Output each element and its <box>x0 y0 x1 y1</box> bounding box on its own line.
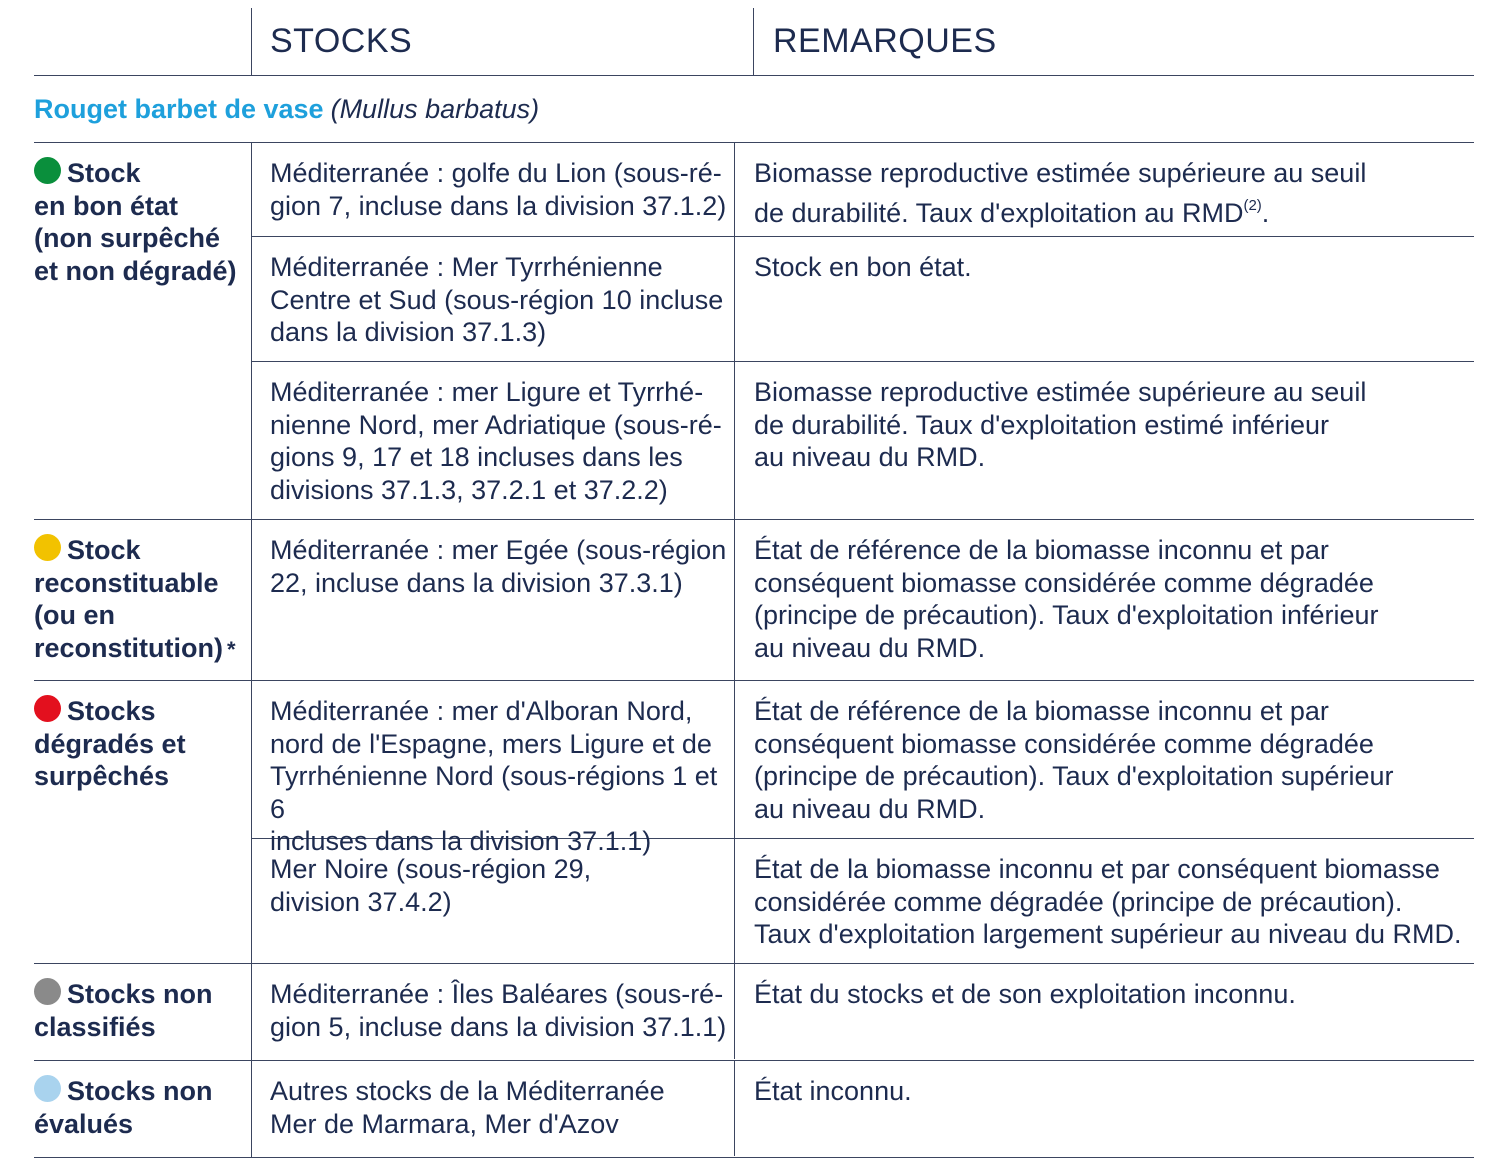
header-stocks: STOCKS <box>270 22 413 60</box>
species-common-name: Rouget barbet de vase <box>34 93 324 124</box>
table-header <box>34 8 1474 76</box>
status-text: Stocks dégradés et surpêchés <box>34 696 186 791</box>
remark-cell <box>735 362 1474 519</box>
stock-cell <box>252 681 735 856</box>
remark-text: État de référence de la biomasse inconnu et par conséquent biomasse considérée comme dégradée (principe de précaution). Taux d'exploitation supérieur au niveau du RMD. <box>754 696 1394 824</box>
status-label <box>34 520 251 680</box>
species-row <box>34 76 1474 143</box>
table-row <box>252 964 1474 1059</box>
table-row <box>252 362 1474 519</box>
status-group-degraded <box>34 681 1474 964</box>
status-text: Stock reconstituable (ou en reconstitution) <box>34 535 223 663</box>
stock-status-table <box>34 8 1474 1158</box>
remark-text: État inconnu. <box>754 1076 912 1106</box>
table-row <box>252 681 1474 856</box>
remark-cell <box>735 1061 1474 1156</box>
header-divider <box>251 8 252 75</box>
stock-text: Méditerranée : Mer Tyrrhénienne Centre et Sud (sous-région 10 incluse dans la division 37.1.3) <box>270 252 724 347</box>
status-text: Stock en bon état (non surpêché et non dégradé) <box>34 158 237 286</box>
remark-cell <box>735 143 1474 236</box>
table-row <box>252 520 1474 680</box>
status-label <box>34 1061 251 1157</box>
remark-end: . <box>1261 197 1270 228</box>
status-dot-icon <box>34 534 61 561</box>
stock-cell <box>252 237 735 361</box>
stock-text: Autres stocks de la Méditerranée Mer de Marmara, Mer d'Azov <box>270 1076 665 1139</box>
table-row <box>252 1061 1474 1156</box>
stock-cell <box>252 964 735 1059</box>
status-text: Stocks non classifiés <box>34 979 213 1042</box>
header-divider <box>753 8 754 75</box>
stock-text: Méditerranée : golfe du Lion (sous-ré- gion 7, incluse dans la division 37.1.2) <box>270 158 727 221</box>
status-group-unclassified <box>34 964 1474 1061</box>
stock-cell <box>252 362 735 519</box>
table-row <box>252 839 1474 963</box>
remark-text: Biomasse reproductive estimée supérieure au seuil de durabilité. Taux d'exploitation estimé inférieur au niveau du RMD. <box>754 377 1367 472</box>
stock-text: Méditerranée : Îles Baléares (sous-ré- gion 5, incluse dans la division 37.1.1) <box>270 979 727 1042</box>
status-dot-icon <box>34 157 61 184</box>
species-latin-name: (Mullus barbatus) <box>330 93 540 124</box>
status-dot-icon <box>34 978 61 1005</box>
status-label <box>34 964 251 1060</box>
stock-text: Méditerranée : mer d'Alboran Nord, nord de l'Espagne, mers Ligure et de Tyrrhénienne Nord (sous-régions 1 et 6 incluses dans la division 37.1.1) <box>270 696 718 856</box>
header-remarques: REMARQUES <box>773 22 997 60</box>
status-dot-icon <box>34 695 61 722</box>
status-asterisk: * <box>227 636 236 662</box>
stock-text: Méditerranée : mer Ligure et Tyrrhé- nienne Nord, mer Adriatique (sous-ré- gions 9, 17 et 18 incluses dans les divisions 37.1.3, 37.2.1 et 37.2.2) <box>270 377 722 505</box>
stock-cell <box>252 143 735 236</box>
remark-cell <box>735 237 1474 361</box>
remark-text: Biomasse reproductive estimée supérieure au seuil de durabilité. Taux d'exploitation au RMD <box>754 158 1367 228</box>
status-group-good <box>34 143 1474 520</box>
remark-text: Stock en bon état. <box>754 252 972 282</box>
remark-text: État du stocks et de son exploitation inconnu. <box>754 979 1296 1009</box>
remark-cell <box>735 681 1474 838</box>
remark-text: État de la biomasse inconnu et par conséquent biomasse considérée comme dégradée (principe de précaution). Taux d'exploitation largement supérieur au niveau du RMD. <box>754 854 1462 949</box>
stock-text: Méditerranée : mer Egée (sous-région 22, incluse dans la division 37.3.1) <box>270 535 727 598</box>
status-label <box>34 681 251 963</box>
stock-cell <box>252 520 735 680</box>
remark-cell <box>735 520 1474 680</box>
status-group-unevaluated <box>34 1061 1474 1158</box>
remark-cell <box>735 839 1474 963</box>
remark-cell <box>735 964 1474 1059</box>
table-row <box>252 143 1474 237</box>
stock-cell <box>252 1061 735 1156</box>
table-row <box>252 237 1474 362</box>
stock-cell <box>252 839 735 963</box>
status-label <box>34 143 251 519</box>
status-dot-icon <box>34 1075 61 1102</box>
status-group-rebuilding <box>34 520 1474 681</box>
remark-text: État de référence de la biomasse inconnu et par conséquent biomasse considérée comme dégradée (principe de précaution). Taux d'exploitation inférieur au niveau du RMD. <box>754 535 1379 663</box>
footnote-ref: (2) <box>1243 196 1262 214</box>
stock-text: Mer Noire (sous-région 29, division 37.4.2) <box>270 854 592 917</box>
status-text: Stocks non évalués <box>34 1076 213 1139</box>
